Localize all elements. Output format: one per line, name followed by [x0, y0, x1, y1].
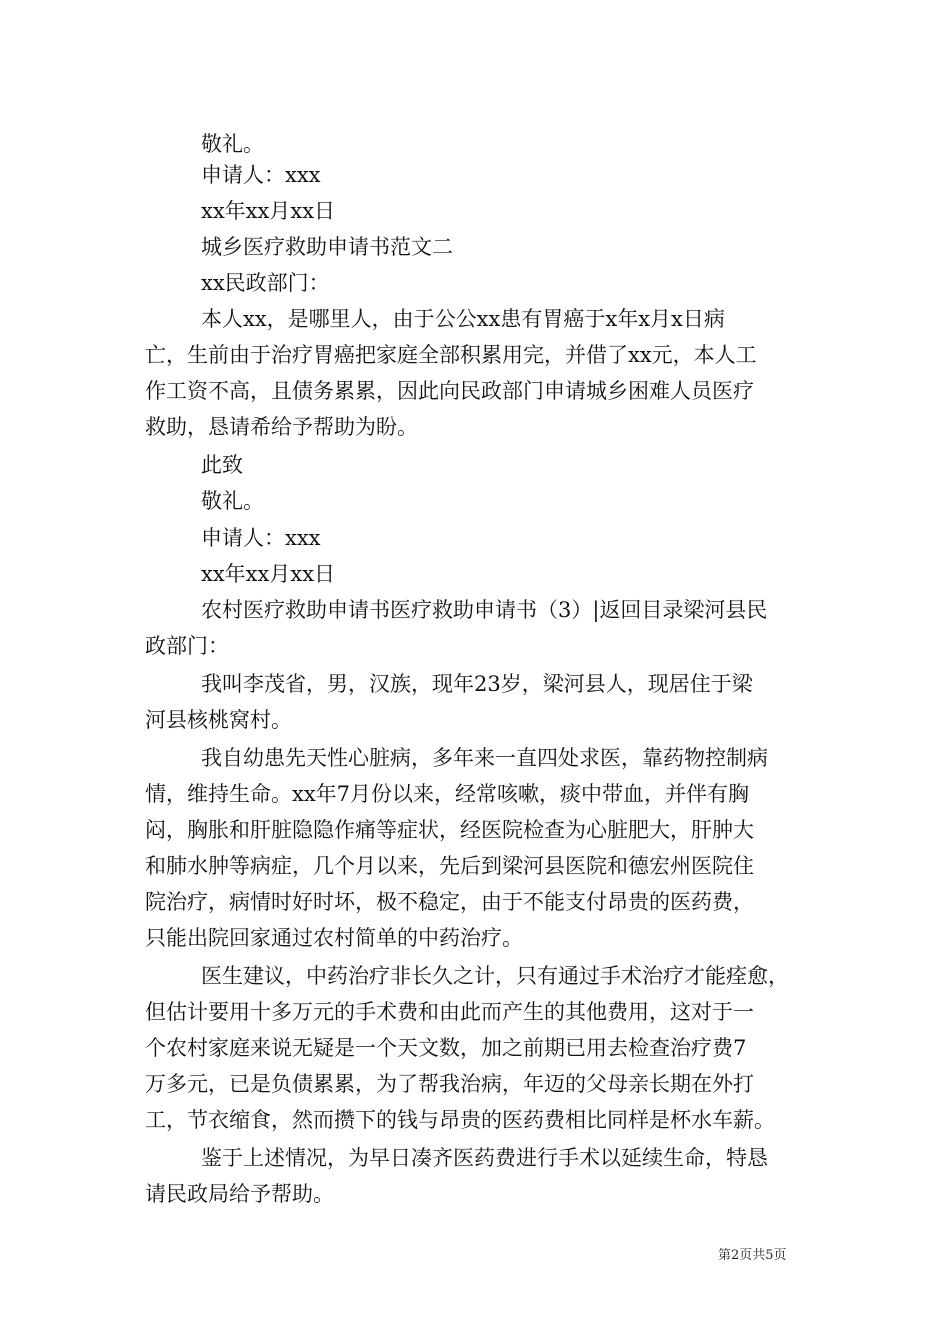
body-paragraph-line: 鉴于上述情况，为早日凑齐医药费进行手术以延续生命，特恳: [201, 1146, 768, 1170]
applicant-line: 申请人：xxx: [201, 526, 321, 550]
body-paragraph-line: 河县核桃窝村。: [145, 708, 292, 732]
body-paragraph-line: 但估计要用十多万元的手术费和由此而产生的其他费用，这对于一: [145, 1000, 754, 1024]
body-paragraph-line: 情，维持生命。xx年7月份以来，经常咳嗽，痰中带血，并伴有胸: [145, 782, 750, 806]
body-paragraph-line: 只能出院回家通过农村简单的中药治疗。: [145, 926, 523, 950]
section-heading: 农村医疗救助申请书医疗救助申请书（3）|返回目录梁河县民: [201, 598, 768, 622]
body-paragraph-line: 万多元，已是负债累累，为了帮我治病，年迈的父母亲长期在外打: [145, 1072, 754, 1096]
closing-salutation: 敬礼。: [201, 489, 264, 513]
closing-salutation: 敬礼。: [201, 132, 264, 156]
section-heading: 城乡医疗救助申请书范文二: [201, 235, 453, 259]
body-paragraph-line: 院治疗，病情时好时坏，极不稳定，由于不能支付昂贵的医药费，: [145, 890, 754, 914]
body-paragraph-line: 救助，恳请希给予帮助为盼。: [145, 415, 418, 439]
body-paragraph-line: 闷，胸胀和肝脏隐隐作痛等症状，经医院检查为心脏肥大，肝肿大: [145, 818, 754, 842]
body-paragraph-line: 作工资不高，且债务累累，因此向民政部门申请城乡困难人员医疗: [145, 379, 754, 403]
body-paragraph-line: 我叫李茂省，男，汉族，现年23岁，梁河县人，现居住于梁: [201, 672, 753, 696]
body-paragraph-line: 本人xx，是哪里人，由于公公xx患有胃癌于x年x月x日病: [201, 307, 725, 331]
closing-phrase: 此致: [201, 453, 243, 477]
page-number: 第2页共5页: [718, 1248, 787, 1263]
body-paragraph-line: 医生建议，中药治疗非长久之计，只有通过手术治疗才能痊愈，: [201, 964, 789, 988]
date-line: xx年xx月xx日: [201, 199, 336, 223]
body-paragraph-line: 亡，生前由于治疗胃癌把家庭全部积累用完，并借了xx元，本人工: [145, 343, 757, 367]
body-paragraph-line: 我自幼患先天性心脏病，多年来一直四处求医，靠药物控制病: [201, 746, 768, 770]
applicant-line: 申请人：xxx: [201, 163, 321, 187]
body-paragraph-line: 请民政局给予帮助。: [145, 1182, 334, 1206]
section-heading-continued: 政部门：: [145, 634, 229, 658]
body-paragraph-line: 个农村家庭来说无疑是一个天文数，加之前期已用去检查治疗费7: [145, 1036, 747, 1060]
date-line: xx年xx月xx日: [201, 562, 336, 586]
body-paragraph-line: 和肺水肿等病症，几个月以来，先后到梁河县医院和德宏州医院住: [145, 854, 754, 878]
addressee-line: xx民政部门：: [201, 271, 330, 295]
body-paragraph-line: 工，节衣缩食，然而攒下的钱与昂贵的医药费相比同样是杯水车薪。: [145, 1108, 775, 1132]
